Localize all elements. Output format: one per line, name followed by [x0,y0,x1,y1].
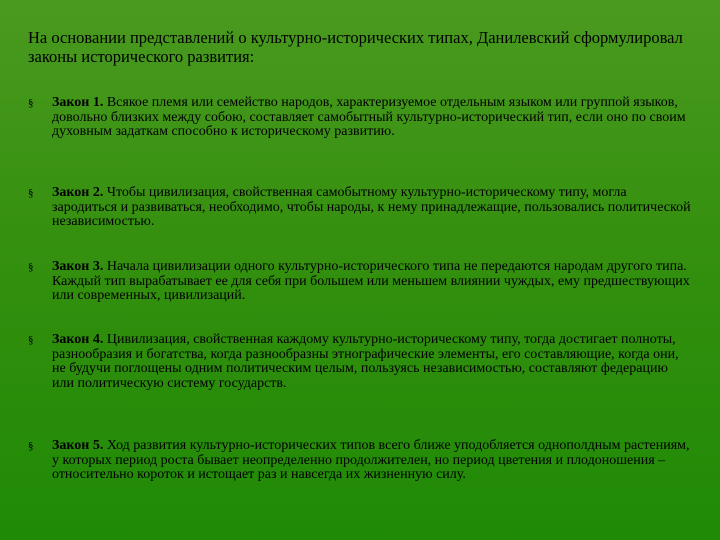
law-item-1 [28,96,692,140]
bullet-icon: § [28,440,34,452]
bullet-icon: § [28,261,34,273]
law-item-3 [28,260,692,304]
law-text [52,96,692,140]
law-heading: Закон 1. [52,95,104,110]
bullet-icon: § [28,187,34,199]
law-item-4 [28,333,692,391]
law-text [52,333,692,391]
bullet-icon: § [28,334,34,346]
law-text [52,186,692,230]
law-item-5 [28,439,692,483]
law-heading: Закон 3. [52,259,104,274]
law-body: Всякое племя или семейство народов, характеризуемое отдельным языком или группой языков, довольно близких между собою, составляет самобытный культурно-исторический тип, если оно по своим духовным задаткам способно к историческому развитию. [52,95,686,140]
law-heading: Закон 5. [52,438,104,453]
law-heading: Закон 4. [52,332,104,347]
law-item-2 [28,186,692,230]
intro-text: На основании представлений о культурно-исторических типах, Данилевский сформулировал законы исторического развития: [28,28,683,66]
law-heading: Закон 2. [52,185,104,200]
law-body: Цивилизация, свойственная каждому культурно-историческому типу, тогда достигает полноты, разнообразия и богатства, когда разнообразны этнографические элементы, его составляющие, когда они, не будучи поглощены одним политическим целым, пользуясь независимостью, составляют федерацию или политическую систему государств. [52,332,679,391]
law-body: Чтобы цивилизация, свойственная самобытному культурно-историческому типу, могла зародиться и развиваться, необходимо, чтобы народы, к нему принадлежащие, пользовались политической независимостью. [52,185,691,230]
law-text [52,439,692,483]
bullet-icon: § [28,97,34,109]
law-text [52,260,692,304]
law-body: Ход развития культурно-исторических типов всего ближе уподобляется однополдным растениям, у которых период роста бывает неопределенно продолжителен, но период цветения и плодоношения – относительно короток и истощает раз и навсегда их жизненную силу. [52,438,690,483]
law-body: Начала цивилизации одного культурно-исторического типа не передаются народам другого типа. Каждый тип вырабатывает ее для себя при большем или меньшем влиянии чуждых, ему предшествующих или современных, цивилизаций. [52,259,690,304]
